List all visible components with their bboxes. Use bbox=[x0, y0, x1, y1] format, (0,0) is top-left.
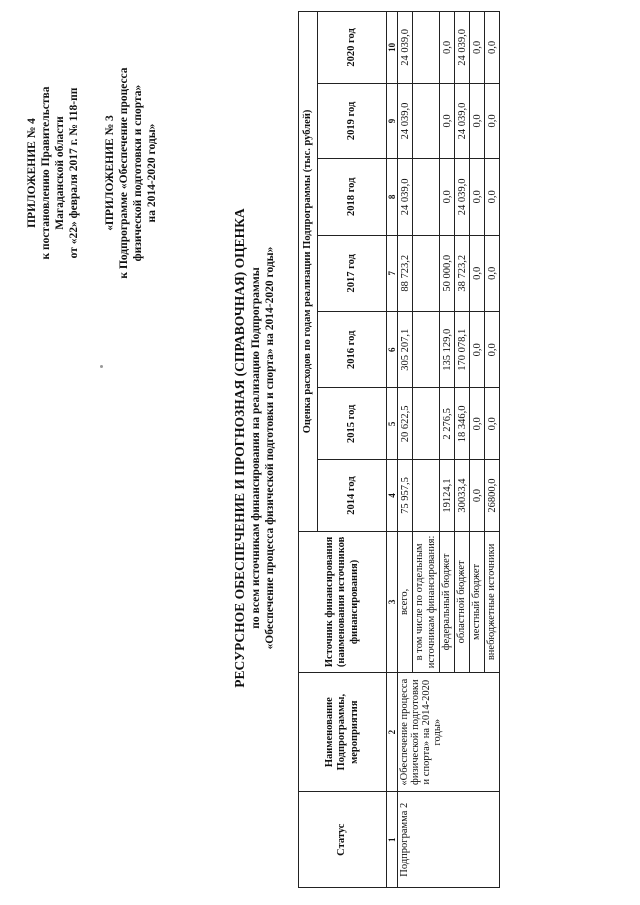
col-index: 6 bbox=[387, 312, 398, 388]
header-line-5: физической подготовки и спорта» bbox=[132, 84, 145, 262]
value-cell: 305 207,1 bbox=[398, 312, 413, 388]
value-cell bbox=[413, 460, 440, 532]
column-index-row bbox=[387, 12, 398, 888]
source-cell: всего, bbox=[398, 531, 413, 672]
value-cell: 24 039,0 bbox=[455, 83, 470, 158]
value-cell: 50 000,0 bbox=[440, 235, 455, 311]
value-cell: 0,0 bbox=[440, 83, 455, 158]
year-header-2015: 2015 год bbox=[318, 388, 387, 460]
col-index: 8 bbox=[387, 159, 398, 235]
year-header-2018: 2018 год bbox=[318, 159, 387, 235]
value-cell: 0,0 bbox=[470, 388, 485, 460]
value-cell bbox=[413, 312, 440, 388]
status-cell: Подпрограмма 2 bbox=[398, 792, 500, 888]
header-line-4: к Подпрограмме «Обеспечение процесса bbox=[118, 67, 131, 279]
col-index: 10 bbox=[387, 12, 398, 84]
value-cell: 24 039,0 bbox=[455, 12, 470, 84]
col-estimate-header: Оценка расходов по годам реализации Подпрограммы (тыс. рублей) bbox=[299, 12, 318, 532]
value-cell: 0,0 bbox=[470, 460, 485, 532]
value-cell bbox=[413, 159, 440, 235]
col-index: 7 bbox=[387, 235, 398, 311]
value-cell bbox=[413, 83, 440, 158]
value-cell: 0,0 bbox=[485, 83, 500, 158]
value-cell: 0,0 bbox=[470, 235, 485, 311]
appendix-title: ПРИЛОЖЕНИЕ № 4 bbox=[26, 118, 38, 228]
source-cell: в том числе по отдельным источникам финансирования: bbox=[413, 531, 440, 672]
appendix-header bbox=[25, 13, 159, 333]
value-cell: 0,0 bbox=[485, 312, 500, 388]
value-cell: 0,0 bbox=[470, 83, 485, 158]
value-cell: 0,0 bbox=[485, 388, 500, 460]
col-name-header: Наименование Подпрограммы, мероприятия bbox=[299, 672, 387, 792]
value-cell: 0,0 bbox=[485, 159, 500, 235]
value-cell: 24 039,0 bbox=[398, 83, 413, 158]
col-status-header: Статус bbox=[299, 792, 387, 888]
value-cell: 20 622,5 bbox=[398, 388, 413, 460]
subprogram-name-cell: «Обеспечение процесса физической подготовки и спорта» на 2014-2020 годы» bbox=[398, 672, 500, 792]
appendix3-title: «ПРИЛОЖЕНИЕ № 3 bbox=[104, 115, 117, 231]
value-cell: 0,0 bbox=[470, 159, 485, 235]
header-line-2: Магаданской области bbox=[54, 116, 67, 230]
year-header-2019: 2019 год bbox=[318, 83, 387, 158]
value-cell: 18 346,0 bbox=[455, 388, 470, 460]
header-line-6: на 2014-2020 годы» bbox=[146, 123, 159, 223]
table-row bbox=[398, 12, 413, 888]
source-cell: федеральный бюджет bbox=[440, 531, 455, 672]
title-line-2: по всем источникам финансирования на реализацию Подпрограммы bbox=[249, 267, 262, 629]
value-cell: 19124,1 bbox=[440, 460, 455, 532]
value-cell: 24 039,0 bbox=[398, 12, 413, 84]
value-cell: 0,0 bbox=[440, 12, 455, 84]
value-cell: 0,0 bbox=[485, 12, 500, 84]
year-header-2014: 2014 год bbox=[318, 460, 387, 532]
scan-speck bbox=[100, 365, 103, 368]
value-cell: 38 723,2 bbox=[455, 235, 470, 311]
col-index: 3 bbox=[387, 531, 398, 672]
title-line-1: РЕСУРСНОЕ ОБЕСПЕЧЕНИЕ И ПРОГНОЗНАЯ (СПРАВОЧНАЯ) ОЦЕНКА bbox=[232, 208, 247, 688]
col-index: 4 bbox=[387, 460, 398, 532]
value-cell: 170 078,1 bbox=[455, 312, 470, 388]
value-cell: 88 723,2 bbox=[398, 235, 413, 311]
value-cell: 135 129,0 bbox=[440, 312, 455, 388]
value-cell: 0,0 bbox=[470, 12, 485, 84]
header-line-1: к постановлению Правительства bbox=[40, 86, 53, 260]
col-index: 2 bbox=[387, 672, 398, 792]
source-cell: внебюджетные источники bbox=[485, 531, 500, 672]
table-header-row-1 bbox=[299, 12, 318, 888]
value-cell: 26800,0 bbox=[485, 460, 500, 532]
source-cell: местный бюджет bbox=[470, 531, 485, 672]
value-cell: 0,0 bbox=[485, 235, 500, 311]
year-header-2020: 2020 год bbox=[318, 12, 387, 84]
source-cell: областной бюджет bbox=[455, 531, 470, 672]
funding-table bbox=[298, 11, 500, 888]
col-index: 9 bbox=[387, 83, 398, 158]
value-cell: 2 276,5 bbox=[440, 388, 455, 460]
value-cell bbox=[413, 235, 440, 311]
value-cell: 75 957,5 bbox=[398, 460, 413, 532]
value-cell bbox=[413, 388, 440, 460]
document-title bbox=[232, 48, 278, 848]
col-index: 1 bbox=[387, 792, 398, 888]
year-header-2016: 2016 год bbox=[318, 312, 387, 388]
value-cell: 30033,4 bbox=[455, 460, 470, 532]
value-cell: 0,0 bbox=[470, 312, 485, 388]
value-cell: 24 039,0 bbox=[455, 159, 470, 235]
title-line-3: «Обеспечение процесса физической подготовки и спорта» на 2014-2020 годы» bbox=[264, 246, 277, 650]
value-cell: 0,0 bbox=[440, 159, 455, 235]
value-cell: 24 039,0 bbox=[398, 159, 413, 235]
header-line-3: от «22» февраля 2017 г. № 118-пп bbox=[68, 87, 81, 259]
value-cell bbox=[413, 12, 440, 84]
col-index: 5 bbox=[387, 388, 398, 460]
col-source-header: Источник финансирования (наименования источников финансирования) bbox=[299, 531, 387, 672]
year-header-2017: 2017 год bbox=[318, 235, 387, 311]
rotated-page bbox=[20, 8, 620, 888]
